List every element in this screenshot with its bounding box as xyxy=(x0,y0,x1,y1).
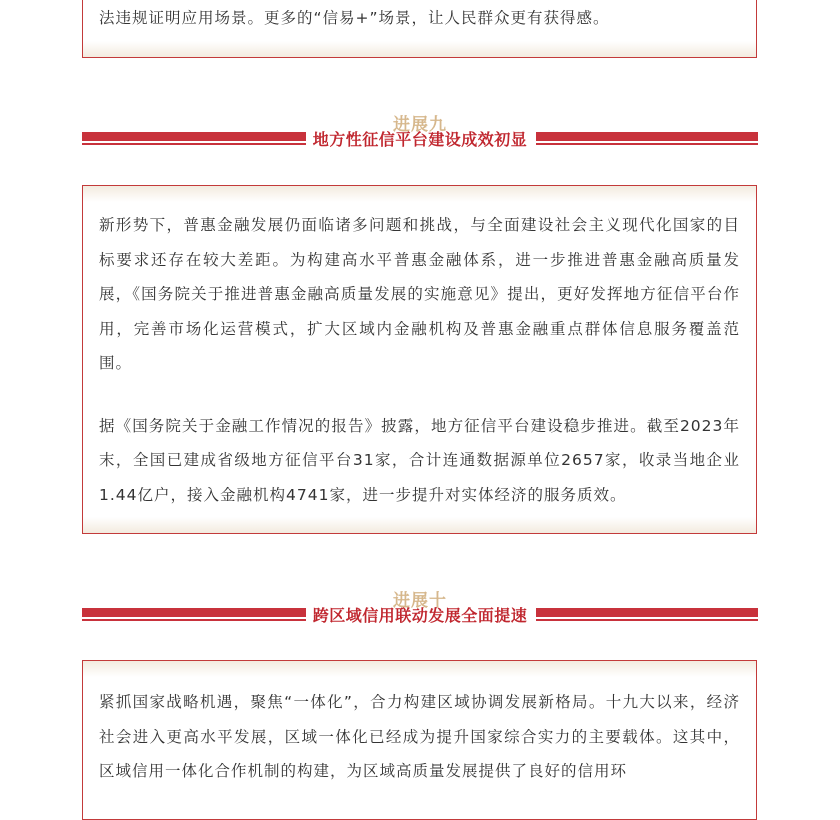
section-header-9 xyxy=(82,110,758,170)
card-paragraph: 法违规证明应用场景。更多的“信易+”场景，让人民群众更有获得感。 xyxy=(99,9,610,27)
card-paragraph: 紧抓国家战略机遇，聚焦“一体化”，合力构建区域协调发展新格局。十九大以来，经济社会进入更高水平发展，区域一体化已经成为提升国家综合实力的主要载体。这其中，区域信用一体化合作机制的构建，为区域高质量发展提供了良好的信用环 xyxy=(99,693,740,780)
section-title: 跨区域信用联动发展全面提速 xyxy=(312,606,528,625)
decorative-bar-right xyxy=(536,608,758,617)
text-card-section-10 xyxy=(82,660,757,820)
decorative-bar-right xyxy=(536,132,758,141)
card-bottom-shade xyxy=(83,41,756,57)
section-label: 进展九 xyxy=(393,115,447,135)
text-card-section-9 xyxy=(82,185,757,534)
card-bottom-shade xyxy=(83,517,756,533)
card-paragraph: 据《国务院关于金融工作情况的报告》披露，地方征信平台建设稳步推进。截至2023年末，全国已建成省级地方征信平台31家，合计连通数据源单位2657家，收录当地企业1.44亿户，接入金融机构4741家，进一步提升对实体经济的服务质效。 xyxy=(99,416,740,504)
section-title: 地方性征信平台建设成效初显 xyxy=(312,130,528,149)
card-paragraph: 新形势下，普惠金融发展仍面临诸多问题和挑战，与全面建设社会主义现代化国家的目标要求还存在较大差距。为构建高水平普惠金融体系，进一步推进普惠金融高质量发展，《国务院关于推进普惠金融高质量发展的实施意见》提出，更好发挥地方征信平台作用，完善市场化运营模式，扩大区域内金融机构及普惠金融重点群体信息服务覆盖范围。 xyxy=(99,216,740,372)
section-label: 进展十 xyxy=(393,591,447,611)
text-card-previous xyxy=(82,0,757,58)
section-header-10 xyxy=(82,586,758,646)
